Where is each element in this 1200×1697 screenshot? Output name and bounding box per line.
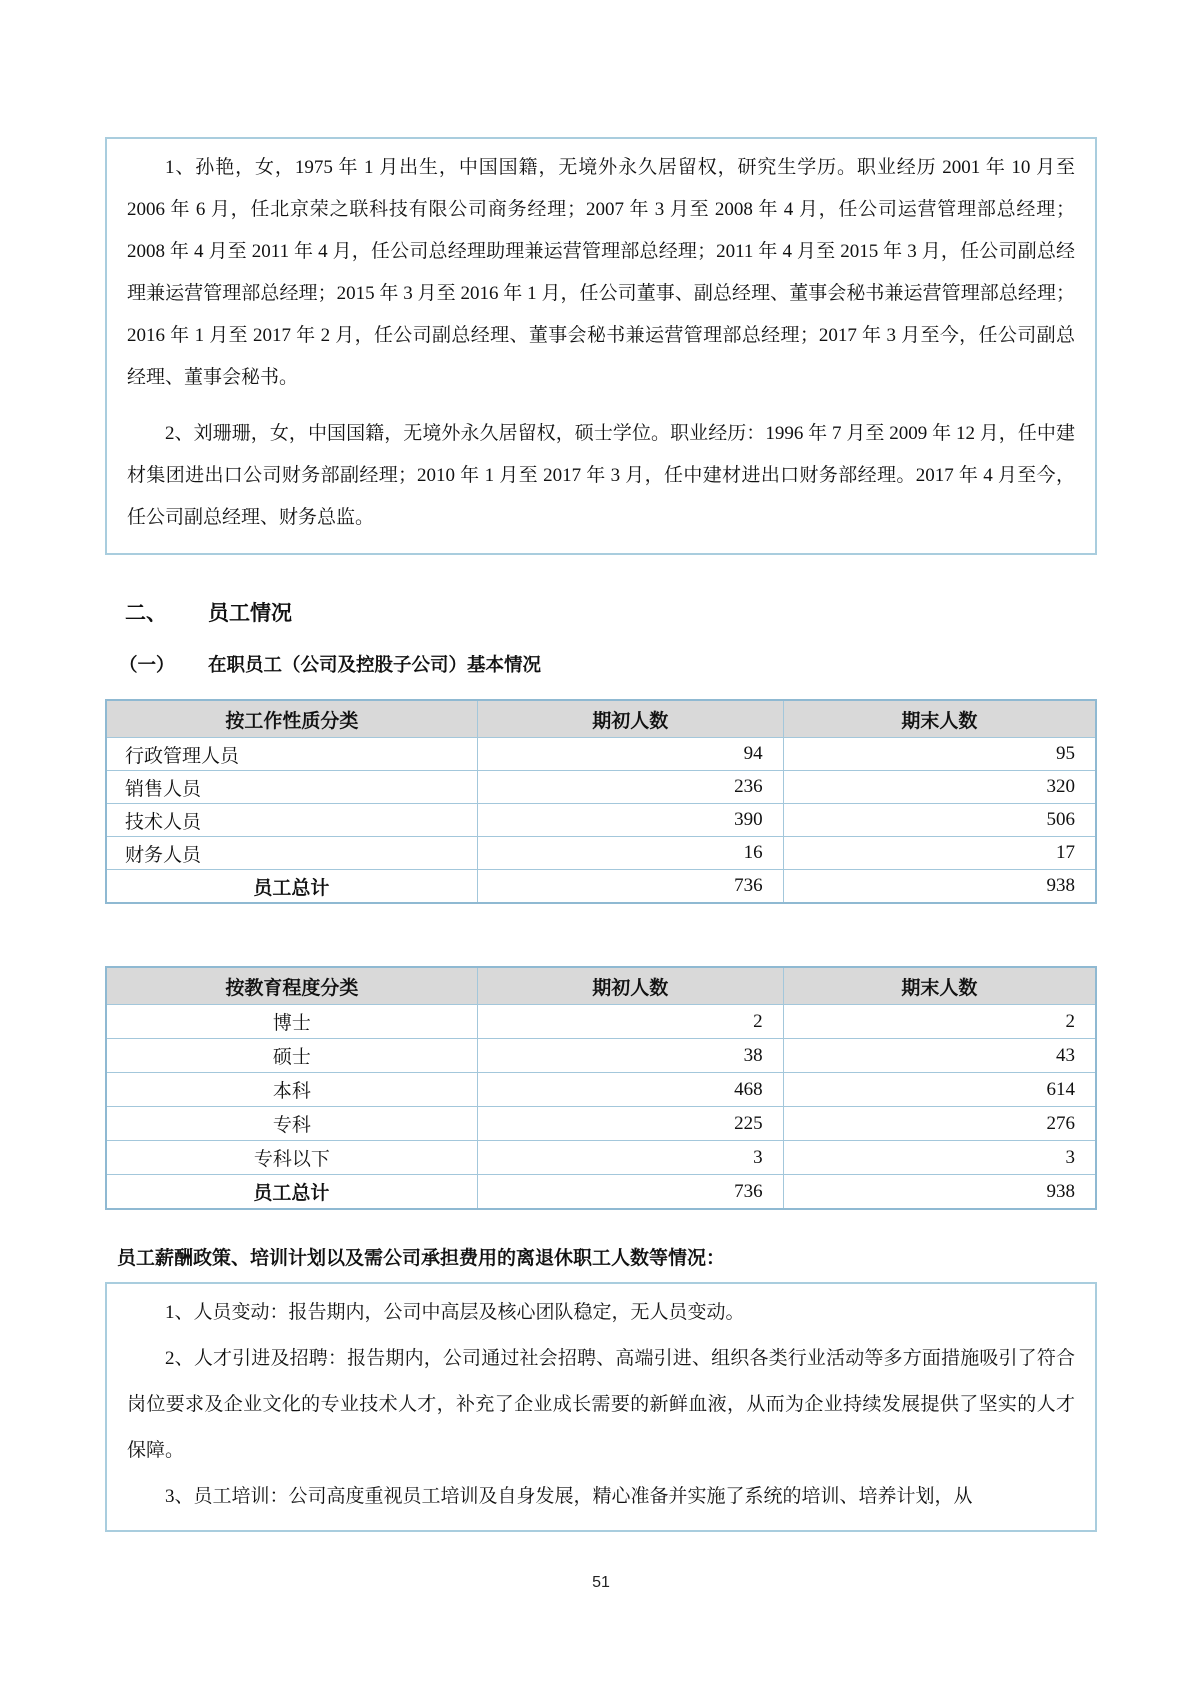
section-number: 二、 <box>125 601 167 625</box>
table-row <box>106 804 1096 837</box>
end-count: 614 <box>783 1073 1096 1107</box>
job-category: 技术人员 <box>106 804 477 837</box>
start-count: 3 <box>477 1141 783 1175</box>
policy-paragraph-personnel-change: 1、人员变动：报告期内，公司中高层及核心团队稳定，无人员变动。 <box>165 1302 745 1323</box>
education-category: 专科以下 <box>106 1141 477 1175</box>
table-row <box>106 837 1096 870</box>
start-count: 16 <box>477 837 783 870</box>
table-by-job-type <box>105 699 1097 904</box>
section-heading-employees <box>125 599 1097 627</box>
table-row <box>106 1107 1096 1141</box>
salary-policy-heading: 员工薪酬政策、培训计划以及需公司承担费用的离退休职工人数等情况： <box>117 1248 726 1269</box>
table-row <box>106 771 1096 804</box>
profile-paragraph-sun-yan: 1、孙艳，女，1975 年 1 月出生，中国国籍，无境外永久居留权，研究生学历。职业经历 2001 年 10 月至 2006 年 6 月，任北京荣之联科技有限公司商务经理；2007 年 3 月至 2008 年 4 月，任公司运营管理部总经理；2008 年 4 月至 2011 年 4 月，任公司总经理助理兼运营管理部总经理；2011 年 4 月至 2015 年 3 月，任公司副总经理兼运营管理部总经理；2015 年 3 月至 2016 年 1 月，任公司董事、副总经理、董事会秘书兼运营管理部总经理；2016 年 1 月至 2017 年 2 月，任公司副总经理、董事会秘书兼运营管理部总经理；2017 年 3 月至今，任公司副总经理、董事会秘书。 <box>127 157 1075 388</box>
end-count: 276 <box>783 1107 1096 1141</box>
table-by-education <box>105 966 1097 1210</box>
start-count: 390 <box>477 804 783 837</box>
job-category: 行政管理人员 <box>106 738 477 771</box>
education-category: 本科 <box>106 1073 477 1107</box>
policy-paragraph-training: 3、员工培训：公司高度重视员工培训及自身发展，精心准备并实施了系统的培训、培养计划，从 <box>165 1486 973 1507</box>
header-end-count: 期末人数 <box>783 700 1096 738</box>
total-start-count: 736 <box>477 870 783 904</box>
start-count: 468 <box>477 1073 783 1107</box>
document-page <box>105 0 1097 1592</box>
table-row <box>106 1073 1096 1107</box>
page-number: 51 <box>592 1574 610 1591</box>
header-start-count: 期初人数 <box>477 700 783 738</box>
header-job-category: 按工作性质分类 <box>106 700 477 738</box>
job-category: 财务人员 <box>106 837 477 870</box>
subsection-heading-active-employees <box>119 653 1097 679</box>
start-count: 225 <box>477 1107 783 1141</box>
start-count: 2 <box>477 1005 783 1039</box>
total-end-count: 938 <box>783 1175 1096 1210</box>
education-category: 博士 <box>106 1005 477 1039</box>
end-count: 95 <box>783 738 1096 771</box>
table-row <box>106 1141 1096 1175</box>
subsection-number: （一） <box>119 656 175 676</box>
header-end-count: 期末人数 <box>783 967 1096 1005</box>
table-header-row <box>106 700 1096 738</box>
table-header-row <box>106 967 1096 1005</box>
start-count: 94 <box>477 738 783 771</box>
end-count: 17 <box>783 837 1096 870</box>
table-row <box>106 738 1096 771</box>
table-row <box>106 1039 1096 1073</box>
education-category: 硕士 <box>106 1039 477 1073</box>
table-total-row <box>106 870 1096 904</box>
total-label: 员工总计 <box>106 870 477 904</box>
policy-paragraph-recruitment: 2、人才引进及招聘：报告期内，公司通过社会招聘、高端引进、组织各类行业活动等多方面措施吸引了符合岗位要求及企业文化的专业技术人才，补充了企业成长需要的新鲜血液，从而为企业持续发展提供了坚实的人才保障。 <box>127 1348 1075 1461</box>
start-count: 236 <box>477 771 783 804</box>
end-count: 43 <box>783 1039 1096 1073</box>
profile-paragraph-liu-shanshan: 2、刘珊珊，女，中国国籍，无境外永久居留权，硕士学位。职业经历：1996 年 7 月至 2009 年 12 月，任中建材集团进出口公司财务部副经理；2010 年 1 月至 2017 年 3 月，任中建材进出口财务部经理。2017 年 4 月至今，任公司副总经理、财务总监。 <box>127 423 1075 528</box>
education-category: 专科 <box>106 1107 477 1141</box>
start-count: 38 <box>477 1039 783 1073</box>
table-row <box>106 1005 1096 1039</box>
header-start-count: 期初人数 <box>477 967 783 1005</box>
total-end-count: 938 <box>783 870 1096 904</box>
job-category: 销售人员 <box>106 771 477 804</box>
end-count: 3 <box>783 1141 1096 1175</box>
header-education-category: 按教育程度分类 <box>106 967 477 1005</box>
table-total-row <box>106 1175 1096 1210</box>
executive-profile-box <box>105 137 1097 555</box>
end-count: 320 <box>783 771 1096 804</box>
total-start-count: 736 <box>477 1175 783 1210</box>
total-label: 员工总计 <box>106 1175 477 1210</box>
salary-policy-box <box>105 1282 1097 1532</box>
end-count: 2 <box>783 1005 1096 1039</box>
subsection-title: 在职员工（公司及控股子公司）基本情况 <box>208 656 542 676</box>
end-count: 506 <box>783 804 1096 837</box>
section-title: 员工情况 <box>208 601 292 625</box>
